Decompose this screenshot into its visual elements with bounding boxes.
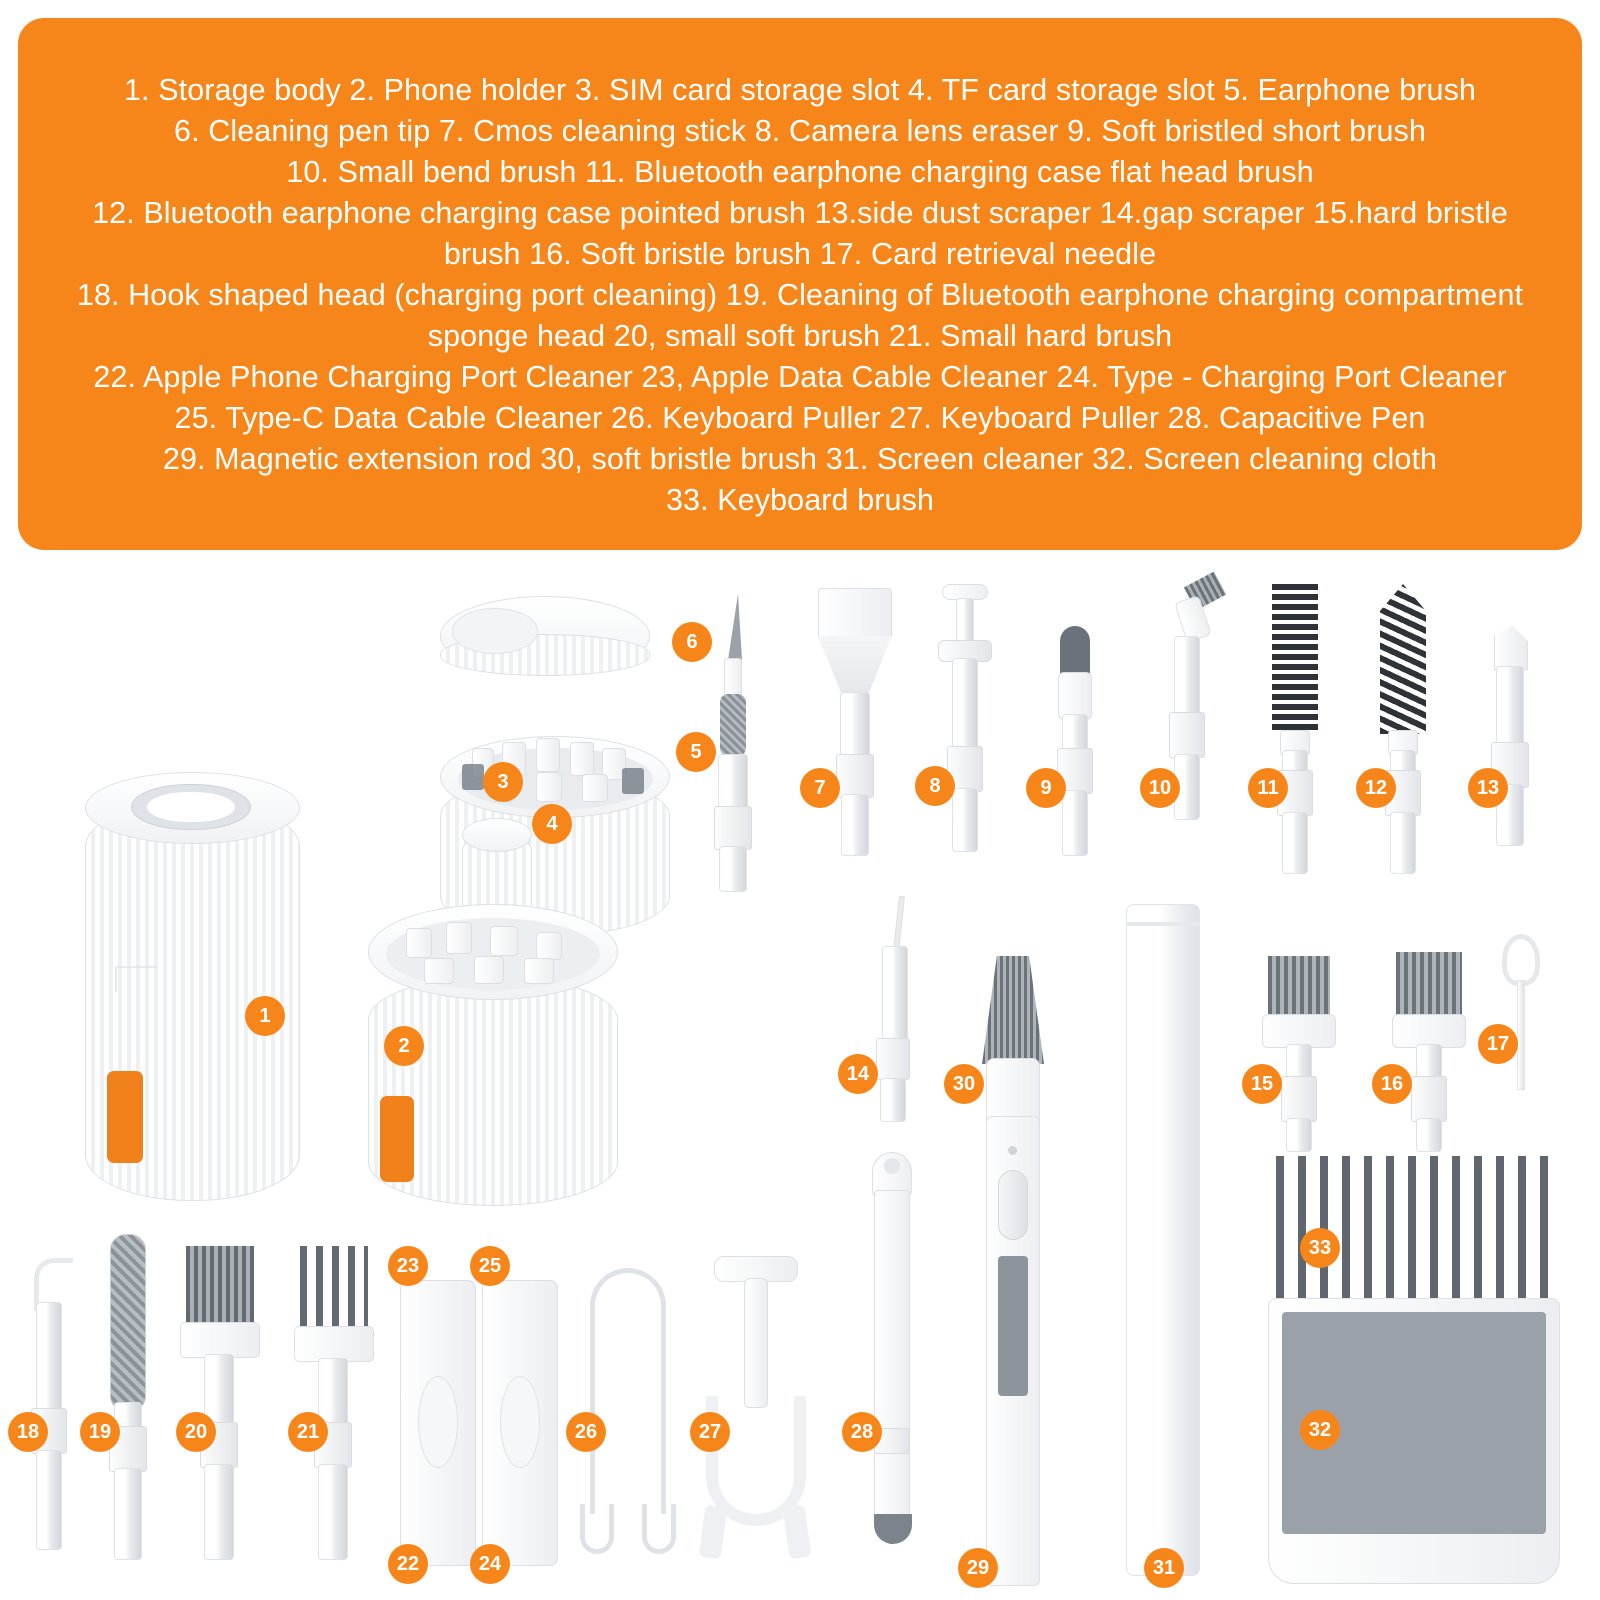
part-screen-cleaner	[1120, 904, 1210, 1584]
sponge-tip	[720, 694, 746, 756]
part-camera-lens-eraser	[930, 584, 1000, 884]
callout-5: 5	[676, 732, 716, 772]
callout-13: 13	[1468, 768, 1508, 808]
legend-line: 1. Storage body 2. Phone holder 3. SIM card storage slot 4. TF card storage slot 5. Earphone brush	[123, 73, 1476, 107]
part-small-hard-brush	[292, 1246, 384, 1566]
callout-21: 21	[288, 1412, 328, 1452]
part-flat-head-brush	[1258, 584, 1338, 884]
legend-line: 6. Cleaning pen tip 7. Cmos cleaning stick 8. Camera lens eraser 9. Soft bristled short brush	[174, 114, 1426, 148]
callout-25: 25	[470, 1246, 510, 1286]
legend-line: 33. Keyboard brush	[665, 483, 934, 517]
legend-line: 25. Type-C Data Cable Cleaner 26. Keyboard Puller 27. Keyboard Puller 28. Capacitive Pen	[174, 401, 1426, 435]
legend-line: 18. Hook shaped head (charging port cleaning) 19. Cleaning of Bluetooth earphone charging compartment	[76, 278, 1524, 312]
callout-1: 1	[245, 996, 285, 1036]
part-cmos-cleaning-stick	[812, 588, 898, 888]
callout-30: 30	[944, 1064, 984, 1104]
part-typec-cleaner-pair	[482, 1280, 558, 1572]
part-soft-bristled-short-brush	[1040, 626, 1110, 886]
callout-23: 23	[388, 1246, 428, 1286]
part-soft-bristle-brush-large	[972, 956, 1072, 1586]
callout-4: 4	[532, 804, 572, 844]
part-soft-bristle-brush	[1388, 952, 1474, 1156]
callout-16: 16	[1372, 1064, 1412, 1104]
callout-29: 29	[958, 1548, 998, 1588]
part-keyboard-puller-plastic	[700, 1256, 810, 1556]
callout-22: 22	[388, 1544, 428, 1584]
callout-12: 12	[1356, 768, 1396, 808]
part-small-bend-brush	[1150, 578, 1240, 888]
legend-line: sponge head 20, small soft brush 21. Small hard brush	[427, 319, 1173, 353]
callout-33: 33	[1300, 1228, 1340, 1268]
part-phone-holder	[340, 596, 680, 1226]
callout-7: 7	[800, 768, 840, 808]
legend-line: 22. Apple Phone Charging Port Cleaner 23, Apple Data Cable Cleaner 24. Type - Charging Port Cleaner	[93, 360, 1507, 394]
product-parts-diagram	[0, 556, 1600, 1600]
callout-10: 10	[1140, 768, 1180, 808]
callout-14: 14	[838, 1054, 878, 1094]
callout-31: 31	[1144, 1548, 1184, 1588]
part-gap-scraper	[870, 896, 940, 1126]
callout-27: 27	[690, 1412, 730, 1452]
callout-19: 19	[80, 1412, 120, 1452]
part-capacitive-pen	[862, 1152, 926, 1572]
brush-bristles	[982, 956, 1044, 1064]
callout-24: 24	[470, 1544, 510, 1584]
part-small-soft-brush	[178, 1246, 270, 1566]
release-tab	[107, 1071, 143, 1163]
part-keyboard-brush	[1268, 1156, 1568, 1586]
callout-3: 3	[483, 762, 523, 802]
part-hard-bristle-brush	[1258, 956, 1344, 1156]
callout-17: 17	[1478, 1024, 1518, 1064]
callout-6: 6	[672, 622, 712, 662]
callout-8: 8	[915, 766, 955, 806]
release-tab	[380, 1096, 414, 1182]
legend-line: 12. Bluetooth earphone charging case pointed brush 13.side dust scraper 14.gap scraper 15.hard bristle	[92, 196, 1508, 230]
part-hook-shaped-head	[16, 1258, 88, 1558]
sponge-pad	[110, 1234, 146, 1412]
callout-20: 20	[176, 1412, 216, 1452]
callout-15: 15	[1242, 1064, 1282, 1104]
callout-32: 32	[1300, 1410, 1340, 1450]
callout-2: 2	[384, 1026, 424, 1066]
part-side-dust-scraper	[1480, 626, 1550, 886]
part-sponge-head	[96, 1234, 168, 1564]
callout-18: 18	[8, 1412, 48, 1452]
part-apple-cleaner-pair	[400, 1280, 476, 1572]
callout-11: 11	[1248, 768, 1288, 808]
legend-panel	[18, 18, 1582, 550]
callout-28: 28	[842, 1412, 882, 1452]
rubber-tip	[1060, 626, 1090, 678]
callout-9: 9	[1026, 768, 1066, 808]
legend-line: brush 16. Soft bristle brush 17. Card retrieval needle	[443, 237, 1157, 271]
part-pointed-brush	[1366, 584, 1446, 884]
legend-line: 29. Magnetic extension rod 30, soft bristle brush 31. Screen cleaner 32. Screen cleaning cloth	[162, 442, 1438, 476]
legend-line: 10. Small bend brush 11. Bluetooth earphone charging case flat head brush	[286, 155, 1314, 189]
callout-26: 26	[566, 1412, 606, 1452]
